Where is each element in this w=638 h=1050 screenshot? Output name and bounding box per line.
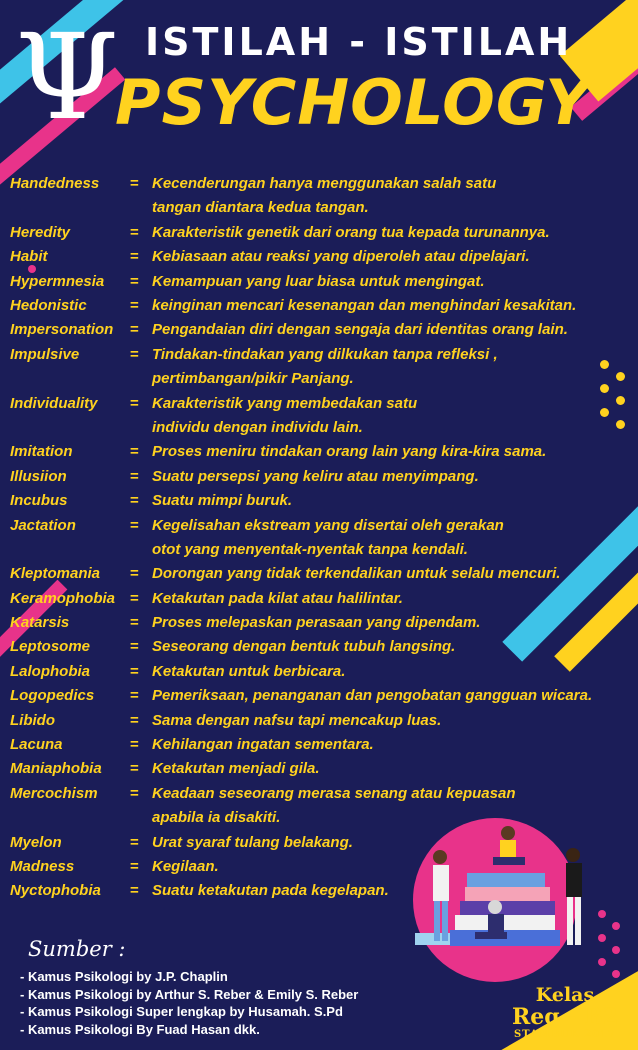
term-definition: Proses meniru tindakan orang lain yang kira-kira sama. bbox=[152, 443, 547, 461]
term-name: Leptosome bbox=[10, 638, 91, 656]
deco-dot bbox=[598, 910, 606, 918]
equals-sign: = bbox=[130, 223, 139, 241]
term-definition: Urat syaraf tulang belakang. bbox=[152, 833, 353, 851]
term-row bbox=[10, 733, 635, 757]
term-row bbox=[10, 684, 635, 708]
equals-sign: = bbox=[130, 467, 139, 485]
equals-sign: = bbox=[130, 345, 139, 363]
term-definition: keinginan mencari kesenangan dan menghindari kesakitan. bbox=[152, 296, 577, 314]
source-item: - Kamus Psikologi By Fuad Hasan dkk. bbox=[20, 1021, 260, 1037]
term-name: Hypermnesia bbox=[10, 272, 105, 290]
sources-title: Sumber : bbox=[28, 937, 126, 961]
term-row bbox=[10, 465, 635, 489]
term-name: Jactation bbox=[10, 516, 76, 534]
term-row bbox=[10, 392, 635, 441]
equals-sign: = bbox=[130, 760, 139, 778]
term-row bbox=[10, 489, 635, 513]
term-row bbox=[10, 514, 635, 563]
term-name: Handedness bbox=[10, 175, 100, 192]
equals-sign: = bbox=[130, 638, 139, 656]
term-definition: Dorongan yang tidak terkendalikan untuk selalu mencuri. bbox=[152, 565, 561, 583]
equals-sign: = bbox=[130, 321, 139, 339]
term-name: Habit bbox=[10, 248, 48, 266]
term-definition bbox=[152, 392, 417, 441]
term-definition: Sama dengan nafsu tapi mencakup luas. bbox=[152, 711, 442, 729]
term-definition: Suatu mimpi buruk. bbox=[152, 492, 293, 510]
equals-sign: = bbox=[130, 565, 139, 583]
term-row bbox=[10, 221, 635, 245]
term-row bbox=[10, 440, 635, 464]
equals-sign: = bbox=[130, 882, 139, 900]
term-name: Myelon bbox=[10, 833, 62, 851]
term-row bbox=[10, 172, 635, 221]
term-definition: Kegilaan. bbox=[152, 858, 219, 876]
term-name: Imitation bbox=[10, 443, 73, 461]
equals-sign: = bbox=[130, 589, 139, 607]
title-top: ISTILAH - ISTILAH bbox=[145, 20, 573, 64]
term-definition: Pengandaian diri dengan sengaja dari identitas orang lain. bbox=[152, 321, 568, 339]
term-row bbox=[10, 270, 635, 294]
term-definition: Suatu ketakutan pada kegelapan. bbox=[152, 882, 389, 900]
term-name: Lacuna bbox=[10, 736, 63, 754]
term-list bbox=[10, 172, 635, 904]
definition-line: otot yang menyentak-nyentak tanpa kendali. bbox=[152, 540, 468, 558]
term-row bbox=[10, 709, 635, 733]
term-name: Katarsis bbox=[10, 614, 70, 632]
source-item: - Kamus Psikologi Super lengkap by Husamah. S.Pd bbox=[20, 1004, 343, 1019]
term-row bbox=[10, 635, 635, 659]
term-row bbox=[10, 343, 635, 392]
definition-line: pertimbangan/pikir Panjang. bbox=[152, 370, 354, 388]
term-row bbox=[10, 757, 635, 781]
definition-line: Tindakan-tindakan yang dilkukan tanpa refleksi , bbox=[152, 345, 498, 363]
term-name: Madness bbox=[10, 858, 75, 876]
equals-sign: = bbox=[130, 296, 139, 314]
term-row bbox=[10, 294, 635, 318]
term-name: Impulsive bbox=[10, 345, 80, 363]
class-value: Reg - B2 bbox=[511, 1004, 618, 1030]
reading-illustration bbox=[405, 815, 595, 985]
term-definition: Karakteristik genetik dari orang tua kepada turunannya. bbox=[152, 223, 550, 241]
term-name: Kleptomania bbox=[10, 565, 101, 583]
term-definition bbox=[152, 343, 498, 392]
term-definition: Proses melepaskan perasaan yang dipendam. bbox=[152, 614, 481, 632]
definition-line: individu dengan individu lain. bbox=[152, 418, 363, 436]
deco-dot bbox=[612, 970, 620, 978]
term-name: Heredity bbox=[10, 223, 71, 241]
equals-sign: = bbox=[130, 394, 139, 412]
source-item: - Kamus Psikologi by J.P. Chaplin bbox=[20, 969, 228, 984]
term-definition: Suatu persepsi yang keliru atau menyimpang. bbox=[152, 467, 479, 485]
source-item: - Kamus Psikologi by Arthur S. Reber & Emily S. Reber bbox=[20, 986, 359, 1002]
definition-line: Kecenderungan hanya menggunakan salah satu bbox=[152, 175, 497, 192]
term-definition: Ketakutan menjadi gila. bbox=[152, 760, 320, 778]
term-name: Incubus bbox=[10, 492, 68, 510]
term-name: Individuality bbox=[10, 394, 98, 412]
term-definition: Ketakutan pada kilat atau halilintar. bbox=[152, 589, 403, 607]
term-definition: Kemampuan yang luar biasa untuk mengingat. bbox=[152, 272, 485, 290]
equals-sign: = bbox=[130, 492, 139, 510]
class-year: STAMBUK 2017 bbox=[513, 1029, 617, 1040]
definition-line: tangan diantara kedua tangan. bbox=[152, 199, 369, 217]
equals-sign: = bbox=[130, 736, 139, 754]
term-name: Illusiion bbox=[10, 467, 67, 485]
deco-dot bbox=[598, 934, 606, 942]
equals-sign: = bbox=[130, 248, 139, 266]
term-name: Libido bbox=[10, 711, 55, 729]
deco-dot bbox=[612, 922, 620, 930]
term-row bbox=[10, 587, 635, 611]
class-label: Kelas bbox=[535, 984, 595, 1006]
sources-list bbox=[20, 968, 358, 1038]
equals-sign: = bbox=[130, 833, 139, 851]
definition-line: Karakteristik yang membedakan satu bbox=[152, 394, 418, 412]
equals-sign: = bbox=[130, 614, 139, 632]
equals-sign: = bbox=[130, 516, 139, 534]
psi-logo-icon: Ψ bbox=[15, 8, 119, 146]
term-definition: Kebiasaan atau reaksi yang diperoleh atau dipelajari. bbox=[152, 248, 530, 266]
deco-dot bbox=[598, 958, 606, 966]
equals-sign: = bbox=[130, 272, 139, 290]
term-name: Nyctophobia bbox=[10, 882, 101, 900]
term-name: Logopedics bbox=[10, 687, 95, 705]
term-name: Impersonation bbox=[10, 321, 114, 339]
term-row bbox=[10, 318, 635, 342]
term-definition bbox=[152, 514, 504, 563]
term-definition: Seseorang dengan bentuk tubuh langsing. bbox=[152, 638, 456, 656]
definition-line: Kegelisahan ekstream yang disertai oleh gerakan bbox=[152, 516, 504, 534]
equals-sign: = bbox=[130, 858, 139, 876]
definition-line: apabila ia disakiti. bbox=[152, 809, 281, 827]
term-name: Lalophobia bbox=[10, 662, 90, 680]
deco-dot bbox=[612, 946, 620, 954]
term-row bbox=[10, 562, 635, 586]
term-row bbox=[10, 245, 635, 269]
term-definition bbox=[152, 172, 496, 221]
equals-sign: = bbox=[130, 175, 139, 192]
term-name: Keramophobia bbox=[10, 589, 116, 607]
equals-sign: = bbox=[130, 687, 139, 705]
term-name: Hedonistic bbox=[10, 296, 87, 314]
term-name: Maniaphobia bbox=[10, 760, 102, 778]
term-name: Mercochism bbox=[10, 784, 98, 802]
class-info bbox=[500, 985, 630, 1040]
equals-sign: = bbox=[130, 711, 139, 729]
equals-sign: = bbox=[130, 784, 139, 802]
page-title: PSYCHOLOGY bbox=[115, 66, 592, 139]
term-definition: Kehilangan ingatan sementara. bbox=[152, 736, 374, 754]
term-row bbox=[10, 660, 635, 684]
term-definition: Ketakutan untuk berbicara. bbox=[152, 662, 346, 680]
term-definition: Pemeriksaan, penanganan dan pengobatan gangguan wicara. bbox=[152, 687, 593, 705]
equals-sign: = bbox=[130, 443, 139, 461]
equals-sign: = bbox=[130, 662, 139, 680]
person-standing-right-icon bbox=[566, 848, 582, 945]
term-row bbox=[10, 611, 635, 635]
definition-line: Keadaan seseorang merasa senang atau kepuasan bbox=[152, 784, 516, 802]
